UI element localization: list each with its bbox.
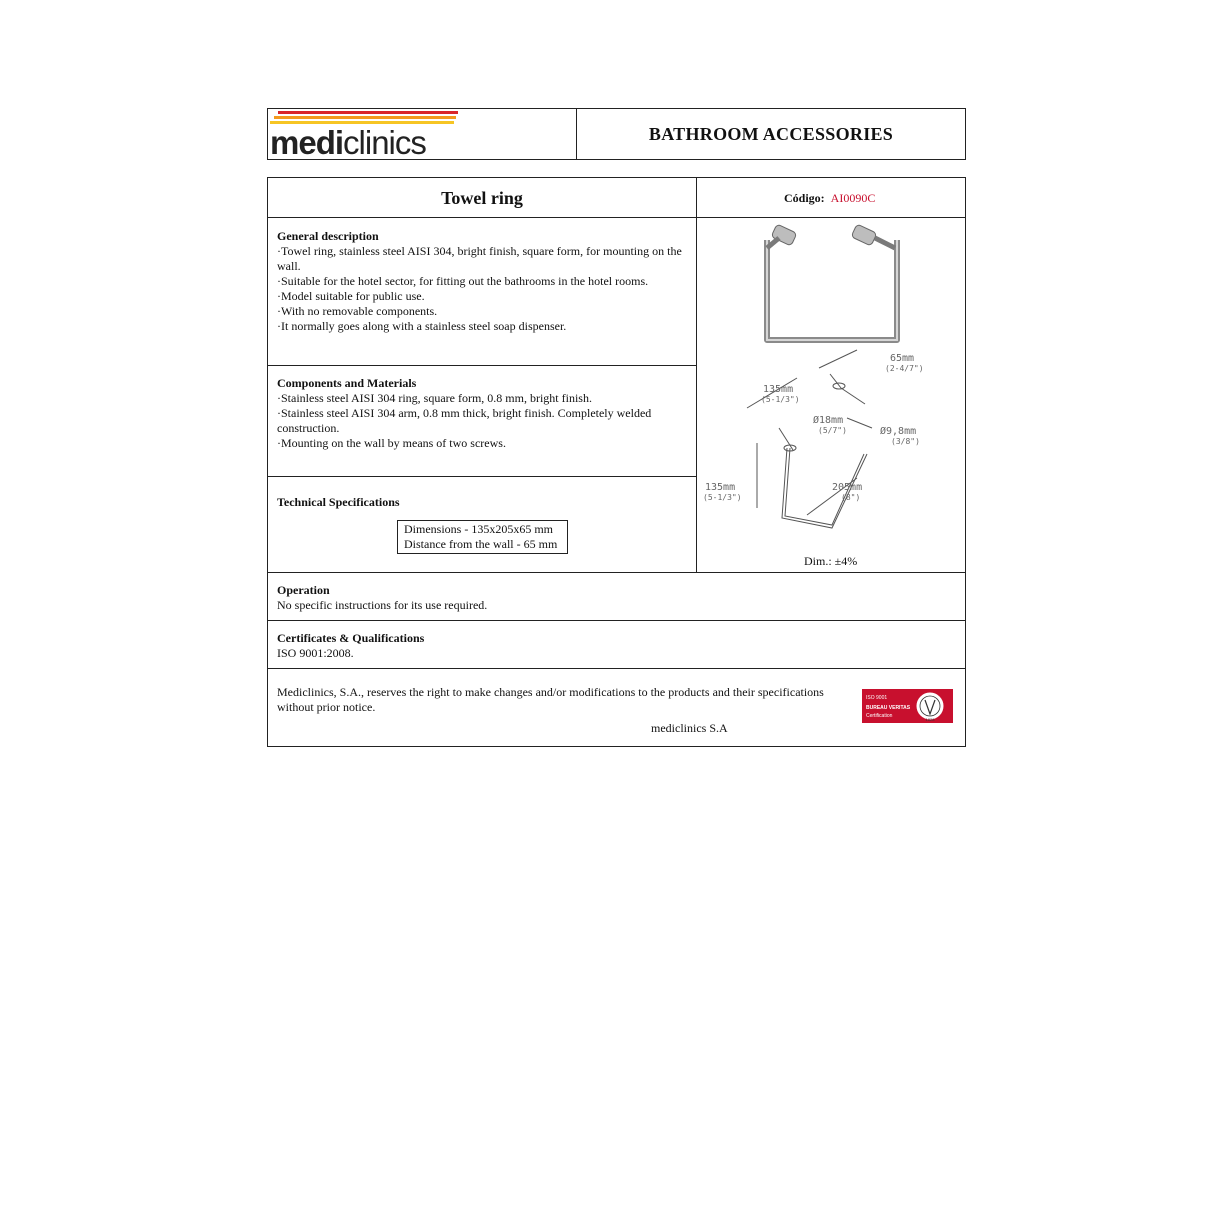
certificates-heading: Certificates & Qualifications	[277, 631, 425, 645]
components-materials	[277, 376, 689, 451]
notice-text: Mediclinics, S.A., reserves the right to make changes and/or modifications to the products and their specifications without prior notice.	[277, 685, 824, 714]
general-line: ·Suitable for the hotel sector, for fitting out the bathrooms in the hotel rooms.	[277, 274, 649, 288]
spec-box	[397, 520, 568, 554]
product-illustration	[697, 218, 966, 572]
code-value: AI0090C	[830, 191, 876, 205]
general-line: ·Towel ring, stainless steel AISI 304, bright finish, square form, for mounting on the wall.	[277, 244, 682, 273]
row-divider	[268, 668, 966, 669]
badge-cert: Certification	[866, 713, 893, 719]
general-line: ·With no removable components.	[277, 304, 438, 318]
label-205-in: (8")	[841, 493, 861, 502]
badge-year: 1828	[925, 717, 935, 722]
spec-dimensions: Dimensions - 135x205x65 mm	[404, 522, 553, 536]
code-label: Código:	[784, 191, 825, 205]
logo-stripe-red	[278, 111, 458, 114]
label-9: Ø9,8mm	[880, 426, 917, 437]
components-line: ·Mounting on the wall by means of two screws.	[277, 436, 506, 450]
label-135a-in: (5-1/3")	[761, 395, 800, 404]
label-205: 205mm	[832, 482, 863, 493]
certificates-text: ISO 9001:2008.	[277, 646, 354, 660]
tolerance-note: Dim.: ±4%	[804, 554, 858, 568]
product-code	[784, 191, 875, 206]
general-description	[277, 229, 689, 334]
label-135b-in: (5-1/3")	[703, 493, 742, 502]
document-header	[267, 108, 966, 160]
footer-notice	[277, 685, 857, 715]
badge-iso: ISO 9001	[866, 695, 888, 701]
row-divider	[268, 572, 966, 573]
label-18: Ø18mm	[813, 415, 844, 426]
label-9-in: (3/8")	[891, 437, 920, 446]
technical-specifications	[277, 495, 400, 510]
label-65-in: (2-4/7")	[885, 364, 924, 373]
operation-heading: Operation	[277, 583, 330, 597]
components-line: ·Stainless steel AISI 304 ring, square form, 0.8 mm, bright finish.	[277, 391, 592, 405]
general-heading: General description	[277, 229, 379, 243]
row-divider	[268, 620, 966, 621]
components-line: ·Stainless steel AISI 304 arm, 0.8 mm thick, bright finish. Completely welded construction.	[277, 406, 652, 435]
certification-badge	[862, 689, 953, 723]
row-divider	[268, 365, 696, 366]
label-135b: 135mm	[705, 482, 736, 493]
label-18-in: (5/7")	[818, 426, 847, 435]
header-title: BATHROOM ACCESSORIES	[648, 123, 894, 144]
components-heading: Components and Materials	[277, 376, 417, 390]
footer-company: mediclinics S.A	[651, 721, 728, 735]
product-name: Towel ring	[441, 188, 523, 208]
general-line: ·Model suitable for public use.	[277, 289, 425, 303]
row-divider	[268, 476, 696, 477]
towel-ring-photo	[767, 224, 897, 340]
bleed-through-area	[280, 0, 1080, 100]
bureau-veritas-seal-icon	[914, 690, 946, 722]
logo-text: mediclinics	[270, 124, 426, 161]
logo-stripe-orange	[274, 116, 456, 119]
label-135a: 135mm	[763, 384, 794, 395]
product-name-cell	[268, 188, 696, 209]
product-sheet	[267, 177, 966, 747]
label-65: 65mm	[890, 353, 915, 364]
general-line: ·It normally goes along with a stainless steel soap dispenser.	[277, 319, 567, 333]
technical-heading: Technical Specifications	[277, 495, 400, 509]
logo	[268, 109, 577, 159]
spec-distance: Distance from the wall - 65 mm	[404, 537, 558, 551]
operation-section	[277, 583, 957, 613]
drawing-labels	[703, 353, 924, 502]
badge-bureau: BUREAU VERITAS	[866, 705, 911, 711]
operation-text: No specific instructions for its use required.	[277, 598, 488, 612]
certificates-section	[277, 631, 957, 661]
